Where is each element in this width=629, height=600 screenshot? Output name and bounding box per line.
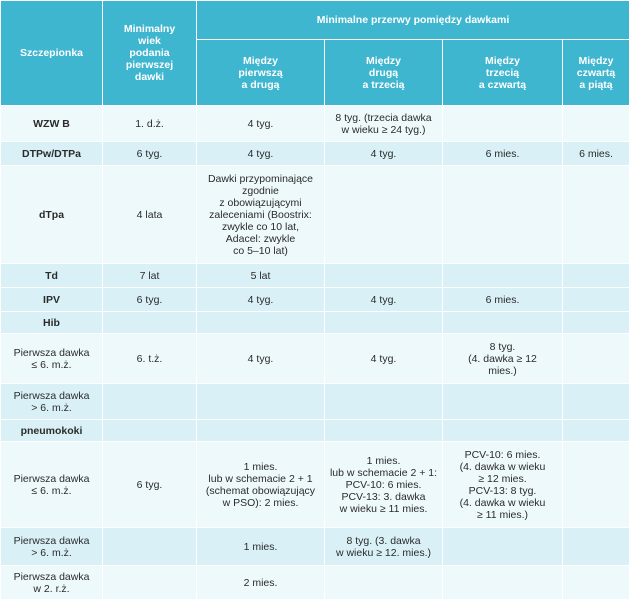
cell-interval-2-3: 8 tyg. (3. dawka w wieku ≥ 12. mies.) bbox=[325, 528, 443, 566]
cell-interval-1-2 bbox=[197, 420, 325, 442]
cell-interval-2-3 bbox=[325, 264, 443, 288]
cell-interval-3-4: 6 mies. bbox=[443, 288, 563, 312]
cell-interval-4-5 bbox=[563, 420, 629, 442]
cell-interval-3-4 bbox=[443, 384, 563, 420]
cell-interval-2-3 bbox=[325, 166, 443, 264]
cell-interval-2-3 bbox=[325, 384, 443, 420]
table-row bbox=[1, 142, 629, 166]
cell-interval-1-2: 1 mies. lub w schemacie 2 + 1 (schemat obowiązujący w PSO): 2 mies. bbox=[197, 442, 325, 528]
cell-interval-4-5 bbox=[563, 566, 629, 600]
header-interval-1-2: Między pierwszą a drugą bbox=[197, 40, 325, 106]
row-label: Td bbox=[1, 264, 103, 288]
table-row bbox=[1, 442, 629, 528]
cell-interval-1-2: 4 tyg. bbox=[197, 288, 325, 312]
cell-interval-3-4: 6 mies. bbox=[443, 142, 563, 166]
table-row bbox=[1, 288, 629, 312]
cell-interval-3-4 bbox=[443, 528, 563, 566]
cell-interval-2-3: 4 tyg. bbox=[325, 288, 443, 312]
cell-min-age bbox=[103, 566, 197, 600]
table-row bbox=[1, 528, 629, 566]
cell-interval-4-5 bbox=[563, 288, 629, 312]
cell-min-age bbox=[103, 312, 197, 334]
cell-interval-1-2: 4 tyg. bbox=[197, 106, 325, 142]
cell-interval-2-3: 4 tyg. bbox=[325, 334, 443, 384]
cell-interval-2-3: 1 mies. lub w schemacie 2 + 1: PCV-10: 6 mies. PCV-13: 3. dawka w wieku ≥ 11 mies. bbox=[325, 442, 443, 528]
header-interval-3-4: Między trzecią a czwartą bbox=[443, 40, 563, 106]
row-label: DTPw/DTPa bbox=[1, 142, 103, 166]
table-row bbox=[1, 106, 629, 142]
cell-interval-2-3 bbox=[325, 566, 443, 600]
cell-interval-1-2: 5 lat bbox=[197, 264, 325, 288]
row-label: Pierwsza dawka > 6. m.ż. bbox=[1, 528, 103, 566]
cell-interval-1-2: 2 mies. bbox=[197, 566, 325, 600]
cell-interval-4-5 bbox=[563, 334, 629, 384]
cell-interval-3-4 bbox=[443, 166, 563, 264]
cell-min-age: 6. t.ż. bbox=[103, 334, 197, 384]
row-label: Pierwsza dawka w 2. r.ż. bbox=[1, 566, 103, 600]
cell-interval-4-5 bbox=[563, 312, 629, 334]
row-label: Hib bbox=[1, 312, 103, 334]
cell-interval-3-4: 8 tyg. (4. dawka ≥ 12 mies.) bbox=[443, 334, 563, 384]
cell-min-age: 6 tyg. bbox=[103, 142, 197, 166]
table-row bbox=[1, 264, 629, 288]
cell-interval-4-5 bbox=[563, 442, 629, 528]
cell-interval-3-4 bbox=[443, 420, 563, 442]
table-row bbox=[1, 420, 629, 442]
cell-interval-3-4 bbox=[443, 264, 563, 288]
row-label: Pierwsza dawka ≤ 6. m.ż. bbox=[1, 334, 103, 384]
cell-min-age bbox=[103, 420, 197, 442]
cell-interval-2-3 bbox=[325, 312, 443, 334]
cell-interval-4-5 bbox=[563, 264, 629, 288]
row-label: Pierwsza dawka ≤ 6. m.ż. bbox=[1, 442, 103, 528]
header-row-1 bbox=[1, 1, 629, 40]
cell-interval-3-4 bbox=[443, 566, 563, 600]
cell-min-age: 4 lata bbox=[103, 166, 197, 264]
table-row bbox=[1, 384, 629, 420]
table-row bbox=[1, 566, 629, 600]
row-label: Pierwsza dawka > 6. m.ż. bbox=[1, 384, 103, 420]
cell-interval-4-5 bbox=[563, 384, 629, 420]
cell-interval-4-5 bbox=[563, 166, 629, 264]
header-interval-4-5: Między czwartą a piątą bbox=[563, 40, 629, 106]
row-label: IPV bbox=[1, 288, 103, 312]
table-row bbox=[1, 166, 629, 264]
header-min-age: Minimalny wiek podania pierwszej dawki bbox=[103, 1, 197, 106]
cell-interval-1-2: 4 tyg. bbox=[197, 334, 325, 384]
cell-interval-2-3: 8 tyg. (trzecia dawka w wieku ≥ 24 tyg.) bbox=[325, 106, 443, 142]
row-label: dTpa bbox=[1, 166, 103, 264]
row-label: pneumokoki bbox=[1, 420, 103, 442]
cell-interval-3-4: PCV-10: 6 mies. (4. dawka w wieku ≥ 12 mies. PCV-13: 8 tyg. (4. dawka w wieku ≥ 11 mies.) bbox=[443, 442, 563, 528]
table-row bbox=[1, 312, 629, 334]
cell-min-age: 1. d.ż. bbox=[103, 106, 197, 142]
cell-interval-4-5 bbox=[563, 528, 629, 566]
cell-min-age: 7 lat bbox=[103, 264, 197, 288]
header-vaccine: Szczepionka bbox=[1, 1, 103, 106]
cell-interval-3-4 bbox=[443, 106, 563, 142]
cell-min-age bbox=[103, 528, 197, 566]
row-label: WZW B bbox=[1, 106, 103, 142]
cell-interval-3-4 bbox=[443, 312, 563, 334]
cell-interval-4-5: 6 mies. bbox=[563, 142, 629, 166]
cell-interval-1-2 bbox=[197, 312, 325, 334]
cell-interval-2-3 bbox=[325, 420, 443, 442]
cell-interval-1-2: 1 mies. bbox=[197, 528, 325, 566]
cell-interval-2-3: 4 tyg. bbox=[325, 142, 443, 166]
cell-interval-1-2: 4 tyg. bbox=[197, 142, 325, 166]
cell-min-age: 6 tyg. bbox=[103, 442, 197, 528]
cell-min-age bbox=[103, 384, 197, 420]
cell-min-age: 6 tyg. bbox=[103, 288, 197, 312]
header-interval-2-3: Między drugą a trzecią bbox=[325, 40, 443, 106]
header-min-intervals: Minimalne przerwy pomiędzy dawkami bbox=[197, 1, 629, 40]
cell-interval-1-2 bbox=[197, 384, 325, 420]
table-row bbox=[1, 334, 629, 384]
cell-interval-4-5 bbox=[563, 106, 629, 142]
cell-interval-1-2: Dawki przypominające zgodnie z obowiązującymi zaleceniami (Boostrix: zwykle co 10 lat, Adacel: zwykle co 5–10 lat) bbox=[197, 166, 325, 264]
